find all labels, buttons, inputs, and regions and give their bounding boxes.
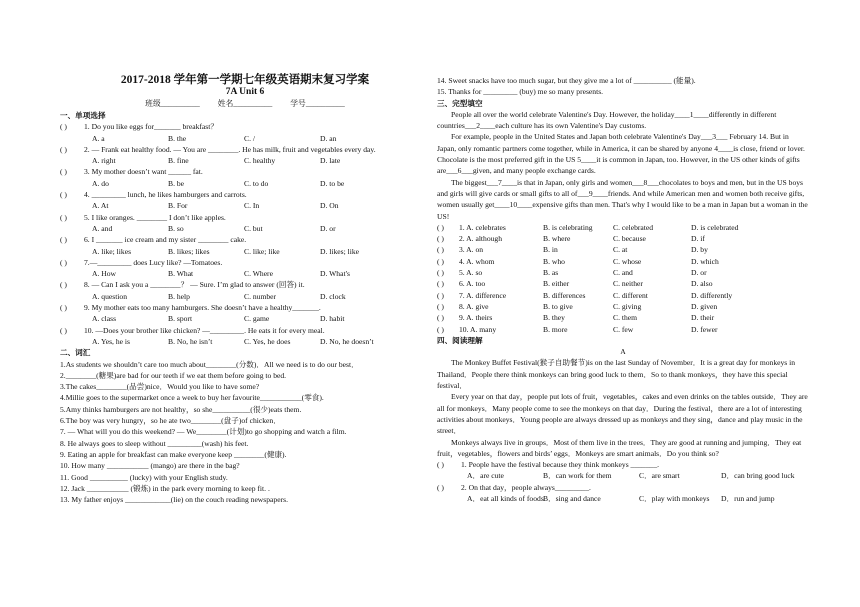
question-stem: 9. My mother eats too many hamburgers. She doesn’t have a healthy_______.	[84, 303, 321, 313]
multiple-choice-list	[60, 121, 430, 347]
option: C. /	[244, 133, 255, 143]
vocabulary-item: 15. Thanks for _________ (buy) me so many presents.	[437, 87, 604, 97]
unit-subtitle: 7A Unit 6	[225, 87, 265, 97]
question-stem: 2. On that day，people always_________.	[461, 482, 591, 492]
option: 10. A. many	[459, 324, 497, 334]
reading-passage	[437, 357, 809, 459]
option: 7. A. difference	[459, 290, 507, 300]
option: B. the	[168, 133, 187, 143]
question-row	[437, 482, 809, 493]
option: C. In	[244, 201, 260, 211]
option-row	[60, 336, 430, 347]
vocabulary-item: 9. Eating an apple for breakfast can make everyone keep ________(健康).	[60, 449, 287, 459]
vocabulary-item: 1.As students we shouldn’t care too much about________(分数)．All we need is to do our best．	[60, 359, 359, 369]
answer-blank: ( )	[60, 144, 67, 154]
option: B. likes; likes	[168, 246, 210, 256]
option: C．play with monkeys	[639, 493, 710, 503]
answer-blank: ( )	[437, 256, 444, 266]
option: B. No, he isn’t	[168, 336, 213, 346]
option-row	[60, 268, 430, 279]
section-heading-reading: 四、阅读理解	[437, 335, 483, 345]
option: D. to be	[320, 178, 345, 188]
option: D. or	[320, 223, 336, 233]
answer-blank: ( )	[437, 234, 444, 244]
question-stem: 1. People have the festival because they think monkeys _______.	[461, 460, 660, 470]
passage-paragraph: For example, people in the United States and Japan both celebrate Valentine's Day___3___ February 14. But in Japan, only romantic partners come together, while in America, it can be shared by anyone 4____is close, friend or lover. Chocolate is the most preferred gift in the US 5____it is common in Japan, too. However, in the US other kinds of gifts are___6___given, and many people exchange cards.	[437, 132, 805, 176]
option: B. as	[543, 268, 559, 278]
answer-blank: ( )	[437, 324, 444, 334]
option: D. if	[691, 234, 705, 244]
option-row	[60, 155, 430, 166]
vocabulary-item: 8. He always goes to sleep without _________(wash) his feet.	[60, 438, 249, 448]
option: A. a	[92, 133, 105, 143]
answer-blank: ( )	[60, 235, 67, 245]
option: B. sport	[168, 314, 193, 324]
vocabulary-list	[60, 359, 430, 506]
option: C. few	[613, 324, 634, 334]
cloze-option-row	[437, 312, 809, 323]
passage-paragraph: The Monkey Buffet Festival(猴子自助餐节)is on the last Sunday of November．It is a great day for monkeys in Thailand．People there think monkeys can bring good luck to them．So to thank monkeys，they have this special festival．	[437, 358, 796, 391]
option: 2. A. although	[459, 234, 503, 244]
section-heading-cloze: 三、完型填空	[437, 98, 483, 108]
passage-paragraph: Monkeys always live in groups．Most of them live in the trees．They are good at running and jumping．They eat fruit，vegetables，flowers and birds’ eggs．Monkeys are smart animals．Do you think so?	[437, 437, 802, 458]
option: 4. A. whom	[459, 256, 495, 266]
option: C. game	[244, 314, 270, 324]
cloze-option-row	[437, 301, 809, 312]
option: B. For	[168, 201, 188, 211]
answer-blank: ( )	[60, 257, 67, 267]
option-row	[437, 470, 809, 481]
question-stem: 8. — Can I ask you a ________？ — Sure. I’m glad to answer (回答) it.	[84, 280, 305, 290]
option: A. right	[92, 156, 116, 166]
option: 1. A. celebrates	[459, 222, 506, 232]
option: 5. A. so	[459, 268, 483, 278]
option: C. and	[613, 268, 633, 278]
answer-blank: ( )	[60, 190, 67, 200]
passage-paragraph: Every year on that day，people put lots of fruit，vegetables，cakes and even drinks on the tables outside．They are all for monkeys．Many people come to see the monkeys on that day．During the festival，there are a lot of interesting activities about monkeys．Young people are always dressed up as monkeys and they sing，dance and play music in the street．	[437, 392, 808, 436]
vocabulary-item: 4.Millie goes to the supermarket once a week to buy her favourite___________(零食).	[60, 393, 324, 403]
vocabulary-item: 7. — What will you do this weekend? — We________(计划)to go shopping and watch a film.	[60, 427, 347, 437]
cloze-passage	[437, 109, 809, 222]
option: C. Yes, he does	[244, 336, 291, 346]
option: C. giving	[613, 301, 642, 311]
cloze-option-row	[437, 290, 809, 301]
option: D. late	[320, 156, 341, 166]
page-title: 2017-2018 学年第一学期七年级英语期末复习学案	[120, 74, 370, 86]
question-row	[60, 257, 430, 268]
option: D. which	[691, 256, 719, 266]
option: D. fewer	[691, 324, 718, 334]
option-row	[60, 223, 430, 234]
option: C. healthy	[244, 156, 276, 166]
left-column	[60, 110, 430, 505]
question-row	[437, 459, 809, 470]
vocabulary-item: 10. How many ___________ (mango) are there in the bag?	[60, 461, 240, 471]
passage-paragraph: The biggest___7____is that in Japan, only girls and women___8___chocolates to boys and men, but in the US boys and girls will give cards or small gifts to all of___9____friends. And while American men and women both receive gifts, women usually get____10____expensive gifts than men. That's why I would like to be a man in Japan but a woman in the US!	[437, 177, 808, 221]
class-label: 班级__________	[145, 99, 200, 108]
question-row	[60, 234, 430, 245]
right-column	[437, 75, 809, 504]
option: D. No, he doesn’t	[320, 336, 374, 346]
option: C. to do	[244, 178, 269, 188]
option: D. by	[691, 245, 708, 255]
option: 8. A. give	[459, 301, 489, 311]
option: C. them	[613, 313, 638, 323]
answer-blank: ( )	[60, 212, 67, 222]
option: D. also	[691, 279, 713, 289]
section-heading-vocabulary: 二、词汇	[60, 348, 91, 358]
answer-blank: ( )	[60, 122, 67, 132]
cloze-option-row	[437, 244, 809, 255]
option: D. On	[320, 201, 339, 211]
question-row	[60, 144, 430, 155]
option: B. in	[543, 245, 558, 255]
question-stem: 5. I like oranges. ________ I don’t like apples.	[84, 212, 226, 222]
option: D. given	[691, 301, 718, 311]
option: A. Yes, he is	[92, 336, 130, 346]
option: B. be	[168, 178, 185, 188]
option: D. or	[691, 268, 707, 278]
option: D. likes; like	[320, 246, 360, 256]
cloze-option-row	[437, 278, 809, 289]
answer-blank: ( )	[60, 167, 67, 177]
option: B. differences	[543, 290, 586, 300]
vocabulary-item: 3.The cakes________(品尝)nice．Would you like to have some?	[60, 382, 260, 392]
option: B. so	[168, 223, 184, 233]
vocabulary-item: 5.Amy thinks hamburgers are not healthy，so she__________(很少)eats them.	[60, 404, 302, 414]
option: C. celebrated	[613, 222, 654, 232]
option: 6. A. too	[459, 279, 486, 289]
option: D. an	[320, 133, 337, 143]
option: A. and	[92, 223, 113, 233]
option: C. different	[613, 290, 648, 300]
option: B. where	[543, 234, 571, 244]
option: A．are cute	[467, 471, 504, 481]
cloze-option-row	[437, 222, 809, 233]
option: A. do	[92, 178, 109, 188]
question-stem: 6. I _______ ice cream and my sister ________ cake.	[84, 235, 247, 245]
question-row	[60, 121, 430, 132]
answer-blank: ( )	[437, 268, 444, 278]
option: B. What	[168, 269, 194, 279]
question-row	[60, 279, 430, 290]
option: C. Where	[244, 269, 273, 279]
question-row	[60, 166, 430, 177]
option: D. their	[691, 313, 715, 323]
option-row	[60, 246, 430, 257]
option: C. whose	[613, 256, 642, 266]
name-label: 姓名__________	[217, 99, 273, 108]
option: C. neither	[613, 279, 643, 289]
option: D. What's	[320, 269, 350, 279]
option: B. fine	[168, 156, 189, 166]
cloze-option-row	[437, 256, 809, 267]
option: C. at	[613, 245, 628, 255]
option: B. they	[543, 313, 565, 323]
option-row	[60, 133, 430, 144]
passage-paragraph: People all over the world celebrate Valentine's Day. However, the holiday____1____differently in different countries___2____each culture has its own Valentine's Day customs.	[437, 109, 777, 131]
cloze-options	[437, 222, 809, 335]
option: B．can work for them	[543, 471, 612, 481]
answer-blank: ( )	[437, 222, 444, 232]
section-heading-multiple-choice: 一、单项选择	[60, 111, 106, 120]
question-row	[60, 189, 430, 200]
option-row	[60, 200, 430, 211]
answer-blank: ( )	[60, 280, 67, 290]
question-stem: 10. —Does your brother like chicken? —_________. He eats it for every meal.	[84, 325, 325, 335]
option: A. How	[92, 269, 117, 279]
option: B. help	[168, 291, 190, 301]
option-row	[437, 493, 809, 504]
question-stem: 2. — Frank eat healthy food. — You are ________. He has milk, fruit and vegetables every day.	[84, 144, 376, 154]
option: 3. A. on	[459, 245, 484, 255]
option: B. who	[543, 256, 565, 266]
question-stem: 3. My mother doesn’t want ______ fat.	[84, 167, 203, 177]
answer-blank: ( )	[437, 301, 444, 311]
option: 9. A. theirs	[459, 313, 493, 323]
option: A．eat all kinds of foods	[467, 493, 544, 503]
vocabulary-item: 6.The boy was very hungry，so he ate two________(盘子)of chicken．	[60, 416, 281, 426]
question-stem: 4. _________ lunch, he likes hamburgers and carrots.	[84, 190, 247, 200]
option-row	[60, 313, 430, 324]
cloze-option-row	[437, 267, 809, 278]
answer-blank: ( )	[437, 290, 444, 300]
question-row	[60, 325, 430, 336]
answer-blank: ( )	[437, 482, 444, 492]
option: B. to give	[543, 301, 573, 311]
answer-blank: ( )	[437, 245, 444, 255]
option: B. is celebrating	[543, 222, 593, 232]
student-info	[60, 98, 430, 109]
question-row	[60, 302, 430, 313]
option: B．sing and dance	[543, 493, 601, 503]
option: C. like; like	[244, 246, 280, 256]
option: D．run and jump	[721, 493, 775, 503]
vocabulary-item: 14. Sweet snacks have too much sugar, but they give me a lot of __________ (能量).	[437, 76, 696, 85]
answer-blank: ( )	[60, 325, 67, 335]
option: D. is celebrated	[691, 222, 739, 232]
cloze-option-row	[437, 324, 809, 335]
question-stem: 1. Do you like eggs for_______ breakfast？	[84, 122, 218, 132]
option: B. more	[543, 324, 568, 334]
option: A. class	[92, 314, 117, 324]
reading-questions	[437, 459, 809, 504]
cloze-option-row	[437, 233, 809, 244]
answer-blank: ( )	[437, 279, 444, 289]
vocabulary-list-continued	[437, 75, 809, 98]
option: D. habit	[320, 314, 345, 324]
option: C. because	[613, 234, 646, 244]
option-row	[60, 178, 430, 189]
option: A. question	[92, 291, 128, 301]
option: B. either	[543, 279, 570, 289]
vocabulary-item: 11. Good __________ (lucky) with your English study.	[60, 472, 228, 482]
answer-blank: ( )	[60, 303, 67, 313]
option: D．can bring good luck	[721, 471, 795, 481]
option: D. differently	[691, 290, 733, 300]
option: A. At	[92, 201, 109, 211]
option: A. like; likes	[92, 246, 132, 256]
option: D. clock	[320, 291, 346, 301]
question-row	[60, 212, 430, 223]
vocabulary-item: 12. Jack ___________ (锻炼) in the park every morning to keep fit. .	[60, 483, 270, 493]
answer-blank: ( )	[437, 313, 444, 323]
question-stem: 7.—_________ does Lucy like? —Tomatoes.	[84, 257, 223, 267]
vocabulary-item: 2.________(糖果)are bad for our teeth if we eat them before going to bed.	[60, 370, 287, 380]
option: C．are smart	[639, 471, 680, 481]
vocabulary-item: 13. My father enjoys ____________(lie) on the couch reading newspapers.	[60, 495, 288, 505]
option: C. number	[244, 291, 277, 301]
number-label: 学号__________	[290, 99, 345, 108]
answer-blank: ( )	[437, 460, 444, 470]
option-row	[60, 291, 430, 302]
reading-part-label: A	[620, 347, 626, 357]
option: C. but	[244, 223, 263, 233]
